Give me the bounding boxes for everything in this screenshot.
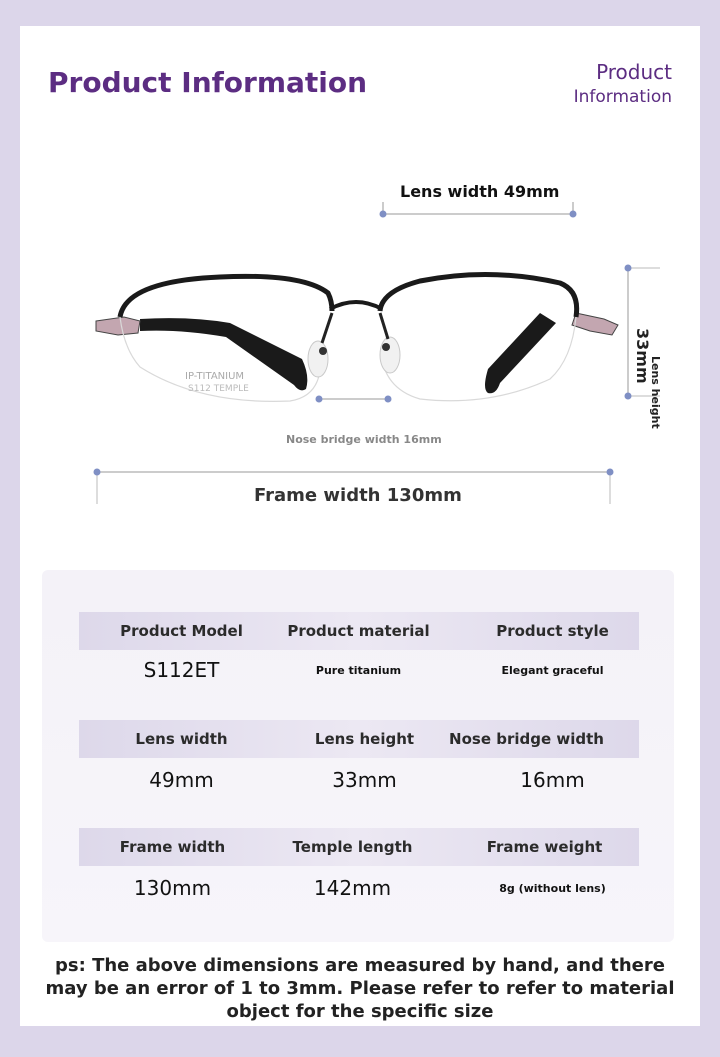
spec-header: Product style: [496, 622, 609, 640]
spec-value: Elegant graceful: [501, 664, 604, 677]
lens-height-label: Lens height: [649, 356, 662, 429]
lens-width-label: Lens width 49mm: [400, 182, 560, 201]
measurement-note: ps: The above dimensions are measured by hand, and there may be an error of 1 to 3mm. Please refer to refer to material object for the specific size: [45, 955, 675, 1022]
temple-print: IP-TITANIUM: [185, 371, 245, 382]
spec-header-row-3: [79, 828, 639, 866]
spec-header-row-2: [79, 720, 639, 758]
frame-width-label: Frame width 130mm: [254, 485, 462, 506]
spec-header: Temple length: [292, 838, 413, 856]
spec-header: Frame width: [119, 838, 226, 856]
spec-header: Nose bridge width: [449, 730, 604, 748]
temple-print-2: S112 TEMPLE: [188, 384, 249, 394]
product-info-card: [20, 26, 700, 1026]
nose-bridge-label: Nose bridge width 16mm: [286, 433, 442, 446]
spec-value: 33mm: [332, 768, 397, 792]
spec-header: Lens width: [135, 730, 228, 748]
spec-value: 16mm: [520, 768, 585, 792]
glasses-frame: [20, 251, 700, 451]
spec-header: Lens height: [314, 730, 415, 748]
corner-title-line1: Product: [596, 60, 672, 84]
spec-header: Frame weight: [486, 838, 603, 856]
spec-header-row-1: [79, 612, 639, 650]
spec-value: 8g (without lens): [499, 882, 606, 895]
spec-value: S112ET: [143, 658, 220, 682]
glasses-illustration: [20, 26, 580, 196]
corner-title-line2: Information: [573, 87, 672, 107]
page-title: Product Information: [48, 66, 368, 99]
spec-value: Pure titanium: [315, 664, 402, 677]
spec-value: 142mm: [313, 876, 392, 900]
lens-height-value: 33mm: [633, 328, 652, 384]
spec-header: Product Model: [120, 622, 243, 640]
spec-panel: [42, 570, 674, 942]
spec-header: Product material: [287, 622, 430, 640]
spec-value: 130mm: [133, 876, 212, 900]
spec-value: 49mm: [149, 768, 214, 792]
